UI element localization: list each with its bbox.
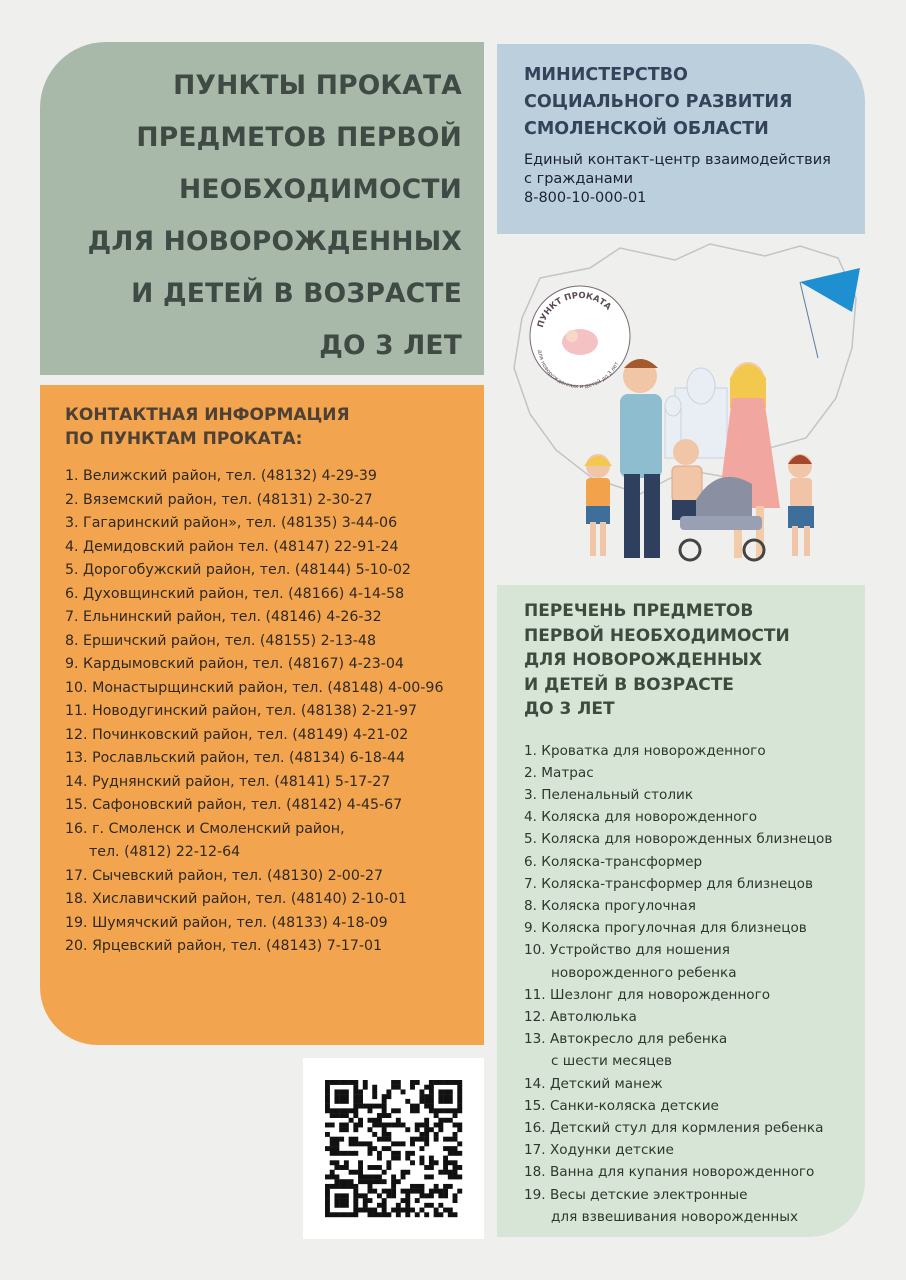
list-item-text: 7. Коляска-трансформер для близнецов [524, 875, 813, 892]
items-heading-line: ПЕРЕЧЕНЬ ПРЕДМЕТОВ [524, 601, 754, 621]
list-item [524, 851, 853, 873]
list-item-text: 14. Детский манеж [524, 1075, 663, 1092]
items-heading-line: ДЛЯ НОВОРОЖДЕННЫХ [524, 650, 763, 670]
items-heading-line: ДО 3 ЛЕТ [524, 699, 615, 719]
contact-item-text: 2. Вяземский район, тел. (48131) 2-30-27 [65, 491, 373, 508]
qr-code-panel [303, 1058, 484, 1239]
family-illustration [500, 238, 870, 578]
emblem-arc-text: ПУНКТ ПРОКАТА [535, 290, 613, 329]
list-item [524, 1095, 853, 1117]
list-item [524, 1184, 853, 1228]
ministry-name-line: СМОЛЕНСКОЙ ОБЛАСТИ [524, 119, 769, 139]
list-item-text: 13. Автокресло для ребенка [524, 1031, 728, 1048]
list-item [524, 762, 853, 784]
title-line: ДО 3 ЛЕТ [319, 330, 462, 361]
list-item-text: 1. Кроватка для новорожденного [524, 742, 766, 759]
list-item [524, 984, 853, 1006]
list-item [524, 1161, 853, 1183]
contact-item [65, 606, 466, 630]
list-item-text: 18. Ванна для купания новорожденного [524, 1164, 815, 1181]
items-list-heading [524, 599, 853, 722]
contact-item-text: 19. Шумячский район, тел. (48133) 4-18-09 [65, 914, 388, 931]
flag-icon [800, 268, 860, 312]
contact-item [65, 677, 466, 701]
list-item [524, 1139, 853, 1161]
title-panel [40, 42, 484, 375]
girl-figure [788, 454, 814, 556]
contacts-panel [40, 385, 484, 1045]
ministry-name [524, 62, 845, 143]
list-item-continuation: новорожденного ребенка [551, 964, 737, 981]
contact-item-text: 8. Ершичский район, тел. (48155) 2-13-48 [65, 632, 376, 649]
contact-item-text: 1. Велижский район, тел. (48132) 4-29-39 [65, 468, 377, 484]
list-item [524, 917, 853, 939]
contact-item [65, 653, 466, 677]
contact-item [65, 794, 466, 818]
list-item-text: 4. Коляска для новорожденного [524, 809, 758, 826]
list-item [524, 1028, 853, 1072]
ministry-name-line: СОЦИАЛЬНОГО РАЗВИТИЯ [524, 92, 793, 112]
father-figure [620, 359, 662, 558]
list-item-text: 10. Устройство для ношения [524, 942, 730, 959]
qr-code-icon[interactable] [303, 1058, 484, 1239]
list-item-text: 17. Ходунки детские [524, 1142, 674, 1159]
rental-emblem [530, 286, 630, 390]
contact-item [65, 771, 466, 795]
emblem-bottom-text: для новорожденных и детей до 3 лет [536, 349, 621, 391]
contact-item [65, 747, 466, 771]
list-item-continuation: для взвешивания новорожденных [551, 1208, 799, 1225]
ministry-name-line: МИНИСТЕРСТВО [524, 65, 688, 85]
items-list-panel [497, 585, 865, 1237]
list-item-text: 2. Матрас [524, 764, 594, 781]
list-item-text: 12. Автолюлька [524, 1008, 637, 1025]
list-item [524, 1117, 853, 1139]
contact-item-text: 11. Новодугинский район, тел. (48138) 2-21-97 [65, 703, 417, 719]
list-item [524, 939, 853, 983]
list-item [524, 806, 853, 828]
list-item-text: 6. Коляска-трансформер [524, 853, 703, 870]
title-line: ПУНКТЫ ПРОКАТА [173, 70, 462, 101]
list-item-continuation: с шести месяцев [551, 1053, 673, 1070]
contact-center-label: Единый контакт-центр взаимодействия [524, 152, 831, 168]
contact-item [65, 489, 466, 513]
contact-item-continuation: тел. (4812) 22-12-64 [89, 844, 241, 860]
contact-item-text: 10. Монастырщинский район, тел. (48148) 4-00-96 [65, 679, 444, 696]
contact-item [65, 700, 466, 724]
contact-item-text: 15. Сафоновский район, тел. (48142) 4-45-67 [65, 797, 403, 813]
contact-center-label: с гражданами [524, 171, 633, 187]
list-item [524, 1073, 853, 1095]
contact-item [65, 935, 466, 959]
contact-item-text: 4. Демидовский район тел. (48147) 22-91-24 [65, 538, 399, 555]
contact-item-text: 9. Кардымовский район, тел. (48167) 4-23-04 [65, 656, 404, 672]
item-list [524, 740, 853, 1228]
contact-item-text: 17. Сычевский район, тел. (48130) 2-00-27 [65, 867, 384, 884]
title-line: ДЛЯ НОВОРОЖДЕННЫХ [87, 226, 462, 257]
title-line: НЕОБХОДИМОСТИ [179, 174, 462, 205]
contact-item-text: 18. Хиславичский район, тел. (48140) 2-10-01 [65, 891, 407, 907]
list-item-text: 5. Коляска для новорожденных близнецов [524, 831, 833, 848]
items-heading-line: И ДЕТЕЙ В ВОЗРАСТЕ [524, 674, 734, 695]
contact-item [65, 818, 466, 865]
list-item-text: 8. Коляска прогулочная [524, 897, 696, 914]
contact-item-text: 5. Дорогобужский район, тел. (48144) 5-10-02 [65, 562, 411, 578]
contact-item [65, 888, 466, 912]
contact-item [65, 630, 466, 654]
girl-figure [584, 454, 612, 556]
contact-item-text: 12. Починковский район, тел. (48149) 4-21-02 [65, 726, 409, 743]
contact-item-text: 3. Гагаринский район», тел. (48135) 3-44-06 [65, 515, 398, 531]
list-item [524, 1006, 853, 1028]
list-item [524, 740, 853, 762]
contact-center-phone: 8-800-10-000-01 [524, 190, 647, 206]
list-item-text: 11. Шезлонг для новорожденного [524, 986, 771, 1003]
contact-item [65, 912, 466, 936]
contact-item-text: 20. Ярцевский район, тел. (48143) 7-17-01 [65, 938, 383, 954]
ministry-panel [497, 44, 865, 234]
contacts-heading-line: КОНТАКТНАЯ ИНФОРМАЦИЯ [65, 405, 350, 425]
contact-item-text: 7. Ельнинский район, тел. (48146) 4-26-32 [65, 609, 382, 625]
list-item-text: 19. Весы детские электронные [524, 1186, 748, 1203]
list-item [524, 873, 853, 895]
list-item-text: 3. Пеленальный столик [524, 786, 694, 803]
list-item-text: 15. Санки-коляска детские [524, 1097, 719, 1114]
contact-item [65, 583, 466, 607]
contact-item-text: 13. Рославльский район, тел. (48134) 6-18-44 [65, 750, 406, 766]
contact-item [65, 865, 466, 889]
contact-item [65, 724, 466, 748]
list-item [524, 784, 853, 806]
items-heading-line: ПЕРВОЙ НЕОБХОДИМОСТИ [524, 625, 790, 646]
contact-list [65, 465, 466, 959]
contacts-heading [65, 403, 466, 451]
list-item [524, 828, 853, 850]
list-item [524, 895, 853, 917]
contact-item [65, 536, 466, 560]
contact-item [65, 465, 466, 489]
contact-item [65, 512, 466, 536]
contact-item-text: 14. Руднянский район, тел. (48141) 5-17-27 [65, 773, 391, 790]
contacts-heading-line: ПО ПУНКТАМ ПРОКАТА: [65, 429, 303, 449]
title-line: ПРЕДМЕТОВ ПЕРВОЙ [136, 122, 462, 153]
title-line: И ДЕТЕЙ В ВОЗРАСТЕ [131, 278, 462, 309]
contact-item-text: 6. Духовщинский район, тел. (48166) 4-14-58 [65, 585, 405, 602]
list-item-text: 16. Детский стул для кормления ребенка [524, 1119, 824, 1136]
contact-item [65, 559, 466, 583]
contact-item-text: 16. г. Смоленск и Смоленский район, [65, 820, 345, 837]
list-item-text: 9. Коляска прогулочная для близнецов [524, 920, 807, 937]
